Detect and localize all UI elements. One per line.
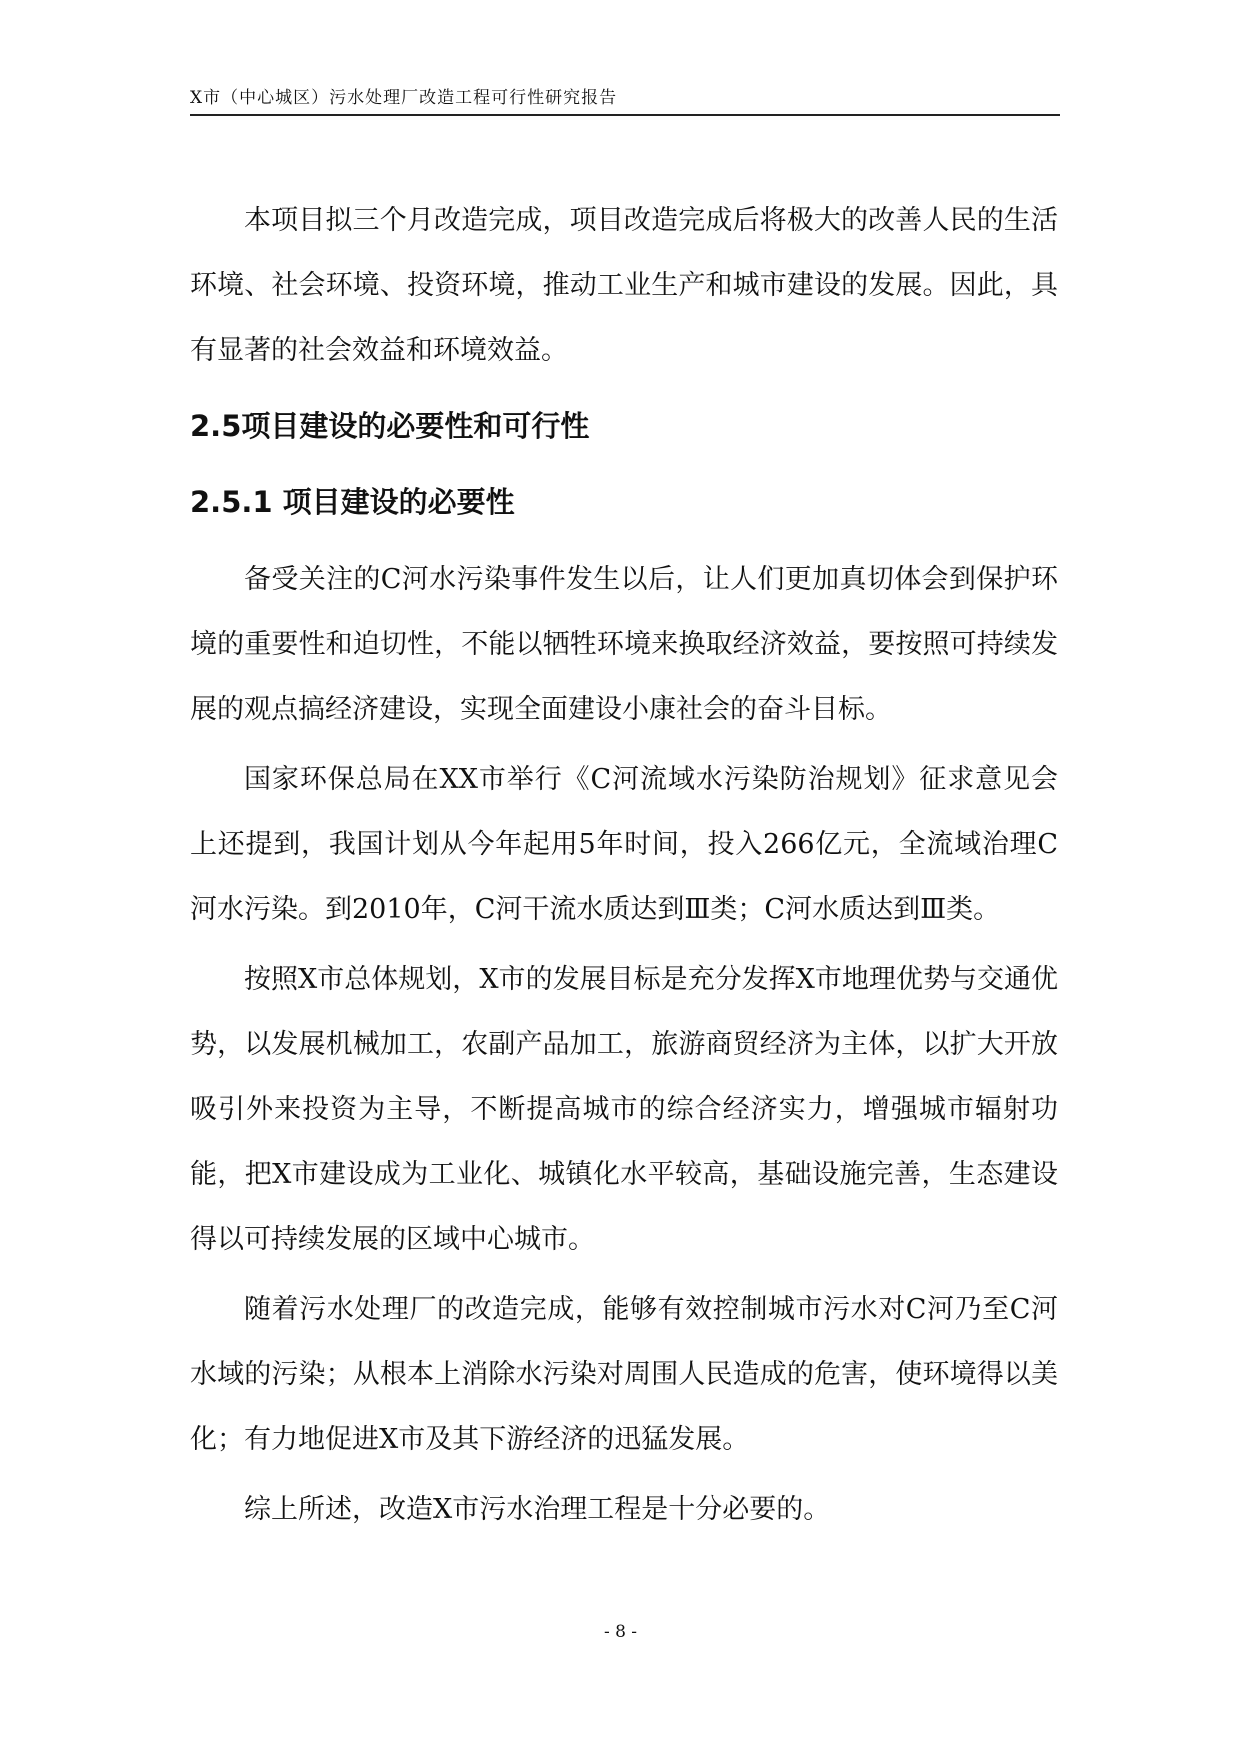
body-paragraph: 随着污水处理厂的改造完成，能够有效控制城市污水对C河乃至C河水域的污染；从根本上消除水污染对周围人民造成的危害，使环境得以美化；有力地促进X市及其下游经济的迅猛发展。 [190, 1294, 1058, 1455]
page-body [190, 188, 1058, 1547]
body-paragraph: 备受关注的C河水污染事件发生以后，让人们更加真切体会到保护环境的重要性和迫切性，不能以牺牲环境来换取经济效益，要按照可持续发展的观点搞经济建设，实现全面建设小康社会的奋斗目标。 [190, 564, 1058, 725]
intro-paragraph: 本项目拟三个月改造完成，项目改造完成后将极大的改善人民的生活环境、社会环境、投资环境，推动工业生产和城市建设的发展。因此，具有显著的社会效益和环境效益。 [190, 205, 1058, 366]
running-header: X市（中心城区）污水处理厂改造工程可行性研究报告 [190, 88, 618, 108]
page-number: - 8 - [603, 1622, 638, 1642]
subsection-heading: 2.5.1 项目建设的必要性 [190, 485, 515, 519]
section-heading: 2.5项目建设的必要性和可行性 [190, 409, 590, 443]
body-paragraph: 国家环保总局在XX市举行《C河流域水污染防治规划》征求意见会上还提到，我国计划从今年起用5年时间，投入266亿元，全流域治理C河水污染。到2010年，C河干流水质达到Ⅲ类；C河水质达到Ⅲ类。 [190, 764, 1058, 925]
body-paragraph: 综上所述，改造X市污水治理工程是十分必要的。 [244, 1494, 831, 1525]
body-paragraph: 按照X市总体规划，X市的发展目标是充分发挥X市地理优势与交通优势，以发展机械加工，农副产品加工，旅游商贸经济为主体，以扩大开放吸引外来投资为主导，不断提高城市的综合经济实力，增强城市辐射功能，把X市建设成为工业化、城镇化水平较高，基础设施完善，生态建设得以可持续发展的区域中心城市。 [190, 964, 1058, 1255]
header-divider [190, 114, 1060, 116]
